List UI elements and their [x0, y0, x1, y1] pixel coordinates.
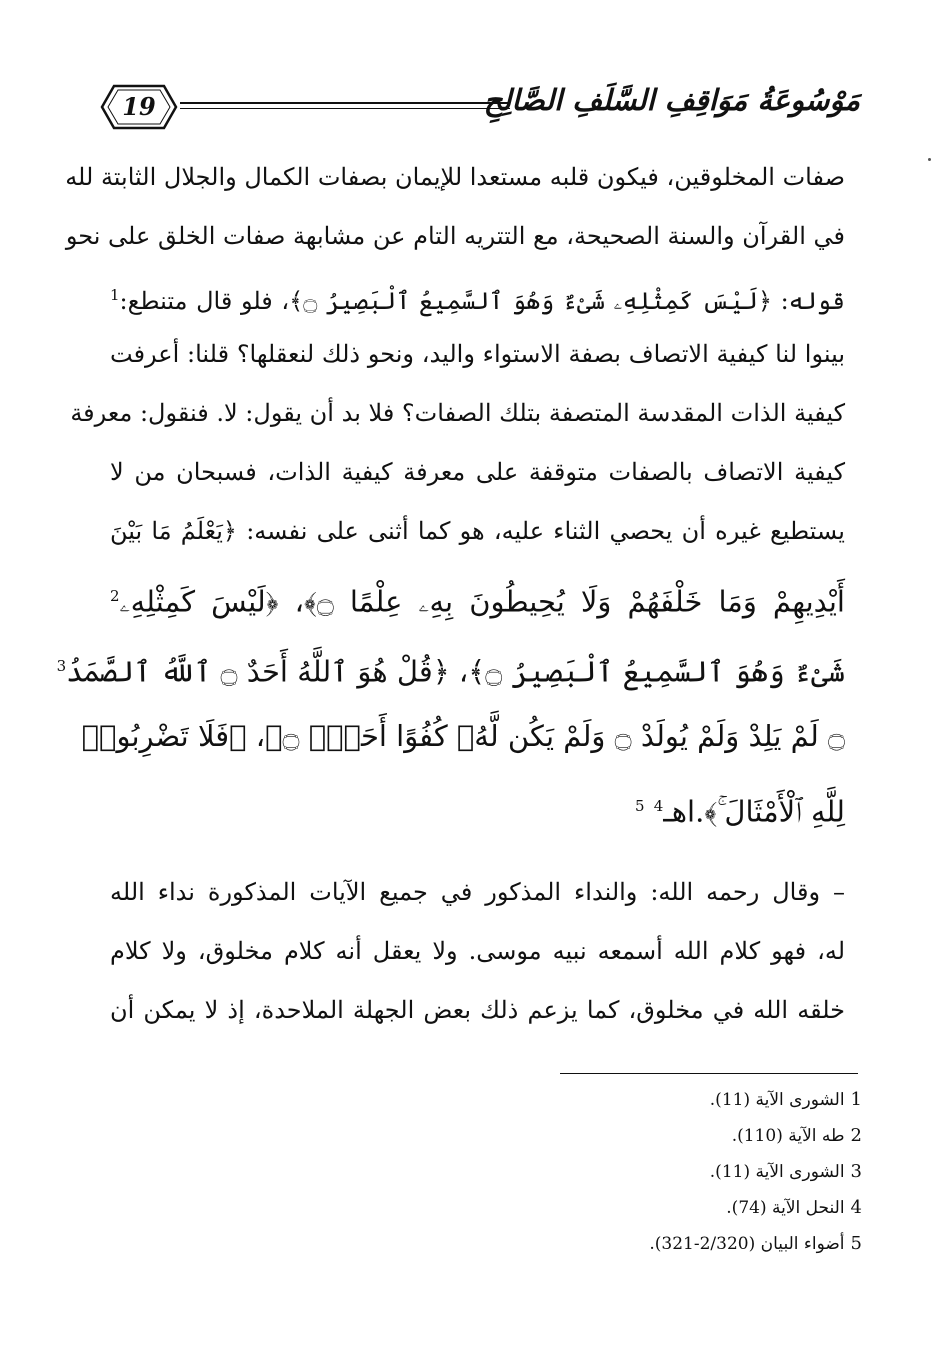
- main-text: [56, 148, 846, 1040]
- footnote-text: الشورى الآية (11).: [709, 1162, 845, 1182]
- quran-line: [110, 561, 845, 631]
- margin-dot: [928, 158, 931, 161]
- text-line: بينوا لنا كيفية الاتصاف بصفة الاستواء واليد، ونحو ذلك لنعقلها؟ قلنا: أعرفت: [110, 340, 845, 368]
- header-rule: [180, 102, 510, 104]
- footnotes: [560, 1082, 862, 1262]
- footnote-marker: 5: [634, 797, 645, 815]
- page-header: [100, 78, 860, 138]
- footnote-number: 4: [850, 1197, 862, 1218]
- footnote-marker: 3: [56, 657, 67, 675]
- footnote-number: 2: [850, 1125, 862, 1146]
- footnote-text: الشورى الآية (11).: [709, 1090, 845, 1110]
- page-number-badge: [100, 84, 178, 130]
- text-line: – وقال رحمه الله: والنداء المذكور في جميع الآيات المذكورة نداء الله: [110, 878, 845, 906]
- footnote: [560, 1226, 862, 1262]
- text-line: كيفية الاتصاف بالصفات متوقفة على معرفة كيفية الذات، فسبحان من لا: [110, 458, 845, 486]
- quran-line: ۝ لَمْ يَلِدْ وَلَمْ يُولَدْ ۝ وَلَمْ يَكُن لَّهُۥ كُفُوًا أَحَدٌۢ ۝﴾، ﴿فَلَا تَضْرِبُوا۟: [81, 719, 845, 753]
- footnote-separator: [560, 1073, 858, 1074]
- page-number: 19: [122, 92, 156, 121]
- series-title: مَوْسُوعَةُ مَوَاقِفِ السَّلَفِ الصَّالِحِ: [483, 83, 860, 117]
- footnote: [560, 1082, 862, 1118]
- footnote-text: طه الآية (110).: [731, 1126, 845, 1146]
- footnote-number: 5: [850, 1233, 862, 1254]
- footnote-text: أضواء البيان (2/320-321).: [649, 1234, 845, 1254]
- quran-span: لِلَّهِ ٱلْأَمْثَالَ ۚ﴾.اهـ: [663, 794, 845, 829]
- footnote: [560, 1154, 862, 1190]
- footnote-number: 3: [850, 1161, 862, 1182]
- footnote: [560, 1190, 862, 1226]
- footnote: [560, 1118, 862, 1154]
- quran-line: [110, 771, 845, 841]
- quran-line: [56, 631, 845, 701]
- text-line: كيفية الذات المقدسة المتصفة بتلك الصفات؟ فلا بد أن يقول: لا. فنقول: معرفة: [70, 399, 845, 427]
- footnote-text: النحل الآية (74).: [726, 1198, 845, 1218]
- footnote-marker: 2: [110, 587, 120, 605]
- quran-span: أَيْدِيهِمْ وَمَا خَلْفَهُمْ وَلَا يُحِيطُونَ بِهِۦ عِلْمًا ۝﴾، ﴿لَيْسَ كَمِثْلِهِۦ: [119, 584, 845, 619]
- paragraph-gap: [110, 841, 845, 863]
- text-line: [110, 266, 845, 325]
- text-line: له، فهو كلام الله أسمعه نبيه موسى. ولا يعقل أنه كلام مخلوق، ولا كلام: [110, 937, 846, 965]
- text-line: في القرآن والسنة الصحيحة، مع التتريه التام عن مشابهة صفات الخلق على نحو: [65, 222, 845, 250]
- text-line: يستطيع غيره أن يحصي الثناء عليه، هو كما أثنى على نفسه: ﴿يَعْلَمُ مَا بَيْنَ: [110, 517, 845, 545]
- footnote-marker: 4: [653, 797, 664, 815]
- footnote-number: 1: [850, 1089, 862, 1110]
- quran-span: شَىْءٌ وَهُوَ ٱلسَّمِيعُ ٱلْبَصِيرُ ۝﴾، ﴿قُلْ هُوَ ٱللَّهُ أَحَدٌ ۝ ٱللَّهُ ٱلصَّمَدُ: [66, 654, 845, 689]
- header-rule-thin: [180, 108, 510, 109]
- text-line: صفات المخلوقين، فيكون قلبه مستعدا للإيمان بصفات الكمال والجلال الثابتة لله: [65, 163, 845, 191]
- text-line: خلقه الله في مخلوق، كما يزعم ذلك بعض الجهلة الملاحدة، إذ لا يمكن أن: [110, 996, 845, 1024]
- footnote-marker: 1: [110, 286, 120, 304]
- text-span: قوله: ﴿لَيْسَ كَمِثْلِهِۦ شَىْءٌ وَهُوَ ٱلسَّمِيعُ ٱلْبَصِيرُ ۝﴾، فلو قال متنطع:: [119, 287, 845, 315]
